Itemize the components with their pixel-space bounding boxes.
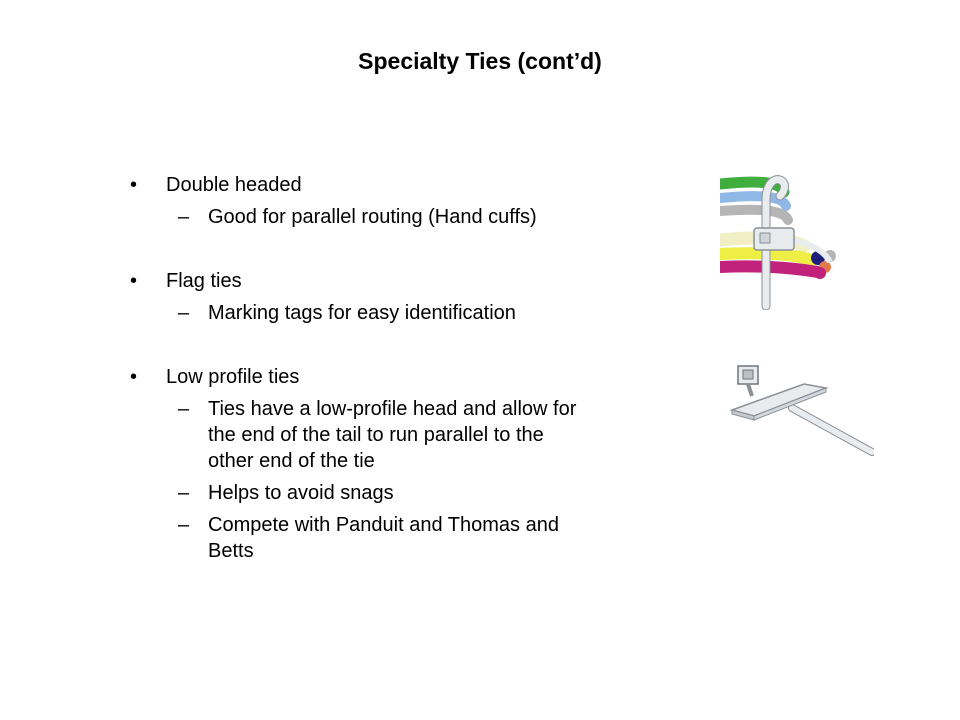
sub-bullet-marker: – bbox=[178, 302, 190, 324]
sub-bullet-marker: – bbox=[178, 482, 190, 504]
flag-tie bbox=[732, 366, 872, 452]
sub-bullet-marker: – bbox=[178, 206, 190, 228]
bullet-text: Double headed bbox=[166, 174, 302, 196]
flag-tie-image bbox=[722, 352, 874, 460]
sub-bullet-text: Good for parallel routing (Hand cuffs) bbox=[208, 206, 537, 228]
sub-bullet-item bbox=[130, 300, 610, 326]
sub-bullet-item bbox=[130, 512, 610, 564]
sub-bullet-item bbox=[130, 480, 610, 506]
bullet-text: Flag ties bbox=[166, 270, 242, 292]
bullet-list bbox=[130, 172, 610, 564]
bullet-text: Low profile ties bbox=[166, 366, 300, 388]
bullet-group-low-profile bbox=[130, 364, 610, 564]
bullet-group-double-headed bbox=[130, 172, 610, 230]
sub-bullet-text: Marking tags for easy identification bbox=[208, 302, 516, 324]
sub-bullet-marker: – bbox=[178, 514, 190, 536]
double-headed-tie-image bbox=[720, 170, 840, 310]
sub-bullet-item bbox=[130, 204, 610, 230]
sub-bullet-text: Compete with Panduit and Thomas and Betts bbox=[208, 514, 559, 562]
bullet-marker: • bbox=[130, 366, 138, 388]
sub-bullet-text: Ties have a low-profile head and allow for the end of the tail to run parallel to the other end of the tie bbox=[208, 398, 577, 472]
sub-bullet-marker: – bbox=[178, 398, 190, 420]
sub-bullet-text: Helps to avoid snags bbox=[208, 482, 394, 504]
bullet-group-flag-ties bbox=[130, 268, 610, 326]
bullet-item bbox=[130, 364, 610, 390]
bullet-item bbox=[130, 172, 610, 198]
bullet-marker: • bbox=[130, 174, 138, 196]
bullet-marker: • bbox=[130, 270, 138, 292]
tie-strap bbox=[754, 180, 830, 306]
bullet-item bbox=[130, 268, 610, 294]
slide-title: Specialty Ties (cont’d) bbox=[358, 48, 602, 74]
sub-bullet-item bbox=[130, 396, 610, 474]
